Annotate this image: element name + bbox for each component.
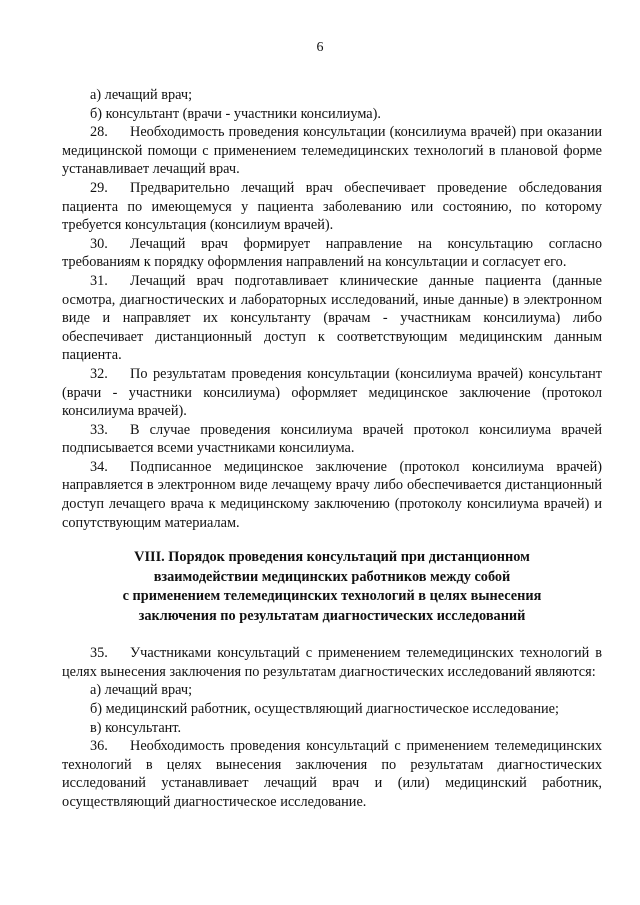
clause-number: 34. — [90, 458, 108, 475]
clause-31 — [62, 272, 602, 365]
clause-32 — [62, 365, 602, 421]
list-item: а) лечащий врач; — [90, 682, 193, 699]
clause-text: Необходимость проведения консультаций с применением телемедицинских технологий в целях вынесения заключения по результатам диагностических исследований устанавливает лечащий врач и (или) медицинский работник, осуществляющий диагностическое исследование. — [62, 738, 602, 810]
clause-36 — [62, 737, 602, 811]
clause-number: 28. — [90, 124, 108, 141]
clause-number: 30. — [90, 235, 108, 252]
list-item: б) консультант (врачи - участники консилиума). — [90, 105, 381, 122]
clause-29 — [62, 179, 602, 235]
clause-35 — [62, 644, 602, 681]
clause-text: По результатам проведения консультации (консилиума врачей) консультант (врачи - участники консилиума) оформляет медицинское заключение (протокол консилиума врачей). — [62, 365, 602, 420]
clause-number: 33. — [90, 421, 108, 438]
list-item: а) лечащий врач; — [90, 87, 193, 103]
clause-28 — [62, 123, 602, 179]
section-heading-line: VIII. Порядок проведения консультаций при дистанционном — [134, 549, 530, 566]
clause-30 — [62, 235, 602, 272]
section-heading-line: заключения по результатам диагностических исследований — [138, 607, 526, 624]
clause-text: Подписанное медицинское заключение (протокол консилиума врачей) направляется в электронном виде лечащему врачу либо обеспечивается дистанционный доступ лечащего врача к медицинскому заключению (протоколу консилиума врачей) и сопутствующим материалам. — [62, 458, 602, 531]
clause-text: Предварительно лечащий врач обеспечивает проведение обследования пациента по имеющемуся у пациента заболеванию или состоянию, по которому требуется консультация (консилиум врачей). — [62, 179, 602, 234]
clause-text: Участниками консультаций с применением телемедицинских технологий в целях вынесения заключения по результатам диагностических исследований являются: — [62, 645, 602, 680]
clause-text: Лечащий врач формирует направление на консультацию согласно требованиям к порядку оформления направлений на консультации и согласует его. — [62, 235, 602, 271]
section-heading-line: взаимодействии медицинских работников между собой — [153, 568, 511, 585]
clause-34 — [62, 458, 602, 532]
page-number: 6 — [316, 40, 324, 55]
section-heading — [82, 548, 582, 626]
clause-number: 32. — [90, 365, 108, 382]
document-body — [62, 86, 602, 812]
clause-text: Необходимость проведения консультации (консилиума врачей) при оказании медицинской помощи с применением телемедицинских технологий в плановой форме устанавливает лечащий врач. — [62, 124, 602, 178]
clause-33 — [62, 421, 602, 458]
clause-number: 36. — [90, 738, 108, 755]
clause-text: В случае проведения консилиума врачей протокол консилиума врачей подписывается всеми участниками консилиума. — [62, 421, 602, 457]
clause-text: Лечащий врач подготавливает клинические данные пациента (данные осмотра, диагностических и лабораторных исследований, иные данные) в электронном виде и направляет их консультанту (врачам - участникам консилиума) либо обеспечивает дистанционный доступ к соответствующим медицинским данным пациента. — [62, 272, 602, 364]
list-item: в) консультант. — [90, 719, 182, 736]
section-heading-line: с применением телемедицинских технологий в целях вынесения — [122, 588, 542, 605]
clause-number: 31. — [90, 272, 108, 289]
clause-number: 35. — [90, 645, 108, 662]
list-item: б) медицинский работник, осуществляющий диагностическое исследование; — [90, 701, 560, 718]
clause-number: 29. — [90, 179, 108, 196]
